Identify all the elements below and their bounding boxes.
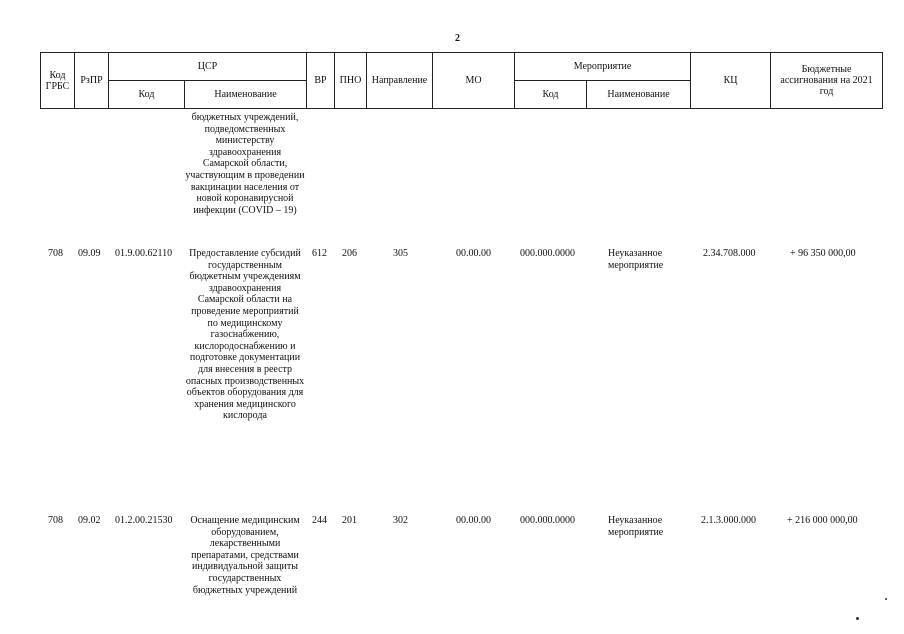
row-kc: 2.34.708.000 xyxy=(703,248,756,259)
header-budget: Бюджетные ассигнования на 2021 год xyxy=(771,53,883,109)
scan-speck xyxy=(856,617,859,620)
row-grbs: 708 xyxy=(48,515,63,526)
row-grbs: 708 xyxy=(48,248,63,259)
continued-name-text: бюджетных учреждений, подведомственных министерству здравоохранения Самарской области, участвующим в проведении вакцинации населения от новой коронавирусной инфекции (COVID – 19) xyxy=(185,112,305,216)
header-pno: ПНО xyxy=(335,53,367,109)
header-csr-name: Наименование xyxy=(185,81,307,109)
row-rzpr: 09.02 xyxy=(78,515,101,526)
row-vr: 244 xyxy=(312,515,327,526)
row-rzpr: 09.09 xyxy=(78,248,101,259)
table-header xyxy=(40,52,883,109)
header-event-code: Код xyxy=(515,81,587,109)
row-event-code: 000.000.0000 xyxy=(520,248,575,259)
header-csr: ЦСР xyxy=(109,53,307,81)
header-grbs: Код ГРБС xyxy=(41,53,75,109)
row-pno: 201 xyxy=(342,515,357,526)
row-amount: + 216 000 000,00 xyxy=(787,515,858,526)
header-csr-code: Код xyxy=(109,81,185,109)
row-pno: 206 xyxy=(342,248,357,259)
row-csr-code: 01.9.00.62110 xyxy=(115,248,173,259)
page-number: 2 xyxy=(455,33,460,44)
row-amount: + 96 350 000,00 xyxy=(790,248,856,259)
header-vr: ВР xyxy=(307,53,335,109)
row-vr: 612 xyxy=(312,248,327,259)
header-rzpr: РзПР xyxy=(75,53,109,109)
header-mo: МО xyxy=(433,53,515,109)
row-csr-code: 01.2.00.21530 xyxy=(115,515,173,526)
row-csr-name: Оснащение медицинским оборудованием, лекарственными препаратами, средствами индивидуальной защиты государственных бюджетных учреждений xyxy=(190,515,300,596)
row-event-code: 000.000.0000 xyxy=(520,515,575,526)
header-event-name: Наименование xyxy=(587,81,691,109)
row-event-name: Неуказанное мероприятие xyxy=(608,515,664,538)
row-event-name: Неуказанное мероприятие xyxy=(608,248,664,271)
row-kc: 2.1.3.000.000 xyxy=(701,515,756,526)
row-direction: 305 xyxy=(393,248,408,259)
row-mo: 00.00.00 xyxy=(456,248,491,259)
row-direction: 302 xyxy=(393,515,408,526)
header-kc: КЦ xyxy=(691,53,771,109)
row-csr-name: Предоставление субсидий государственным бюджетным учреждениям здравоохранения Самарской области на проведение мероприятий по медицинскому газоснабжению, кислородоснабжению и подготовке документации для внесения в реестр опасных производственных объектов оборудования для хранения медицинского кислорода xyxy=(185,248,305,422)
row-mo: 00.00.00 xyxy=(456,515,491,526)
header-event: Мероприятие xyxy=(515,53,691,81)
scan-speck xyxy=(885,598,887,600)
header-direction: Направление xyxy=(367,53,433,109)
